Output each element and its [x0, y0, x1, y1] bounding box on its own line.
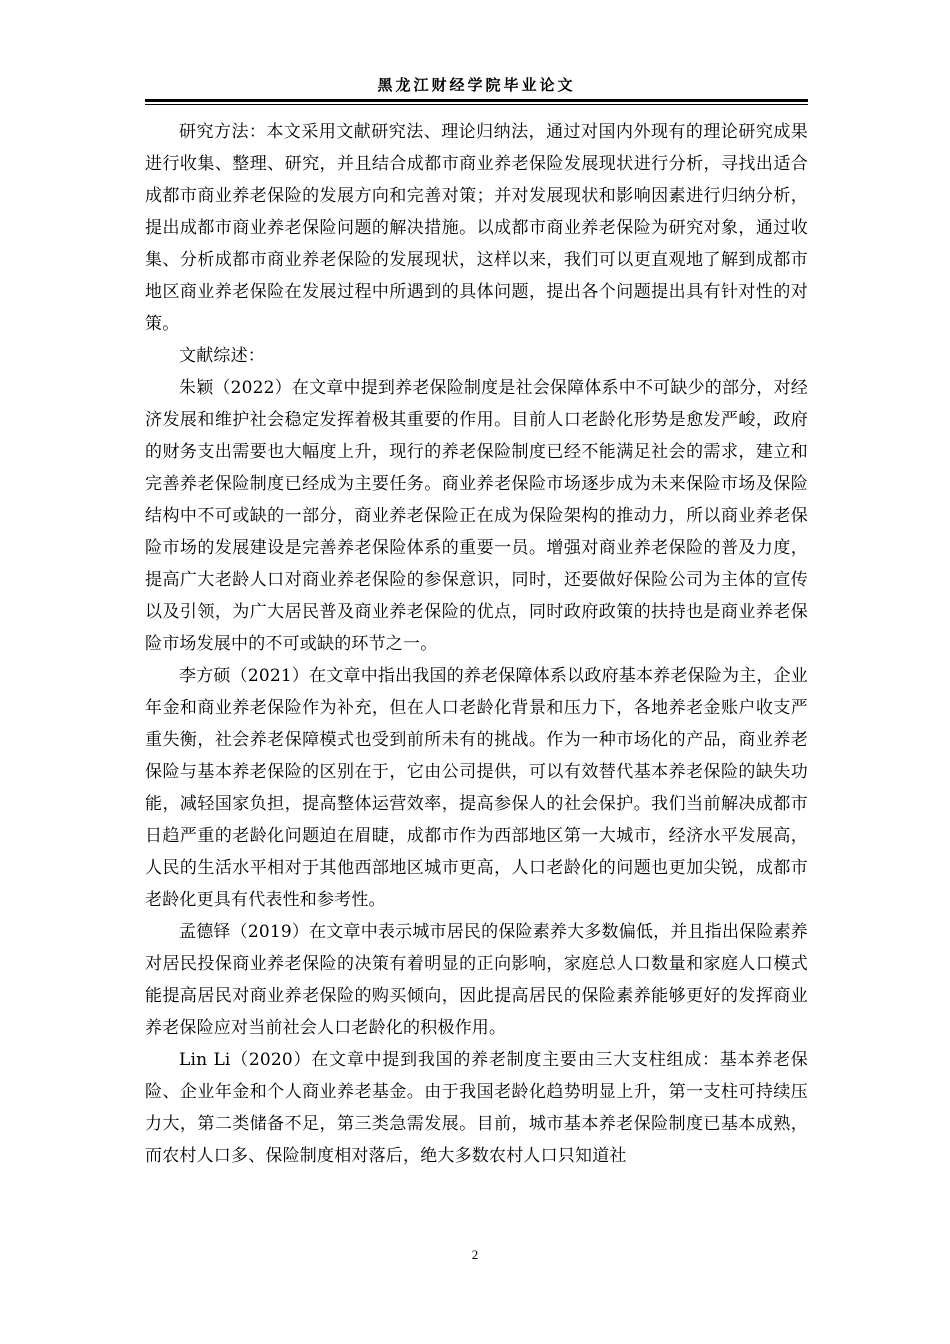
paragraph-research-method: 研究方法：本文采用文献研究法、理论归纳法，通过对国内外现有的理论研究成果进行收集、整理、研究，并且结合成都市商业养老保险发展现状进行分析，寻找出适合成都市商业养老保险的发展方向和完善对策；并对发展现状和影响因素进行归纳分析，提出成都市商业养老保险问题的解决措施。以成都市商业养老保险为研究对象，通过收集、分析成都市商业养老保险的发展现状，这样以来，我们可以更直观地了解到成都市地区商业养老保险在发展过程中所遇到的具体问题，提出各个问题提出具有针对性的对策。	[145, 122, 808, 334]
running-header: 黑龙江财经学院毕业论文	[377, 76, 576, 94]
body-text	[145, 116, 808, 1172]
page-number: 2	[471, 1247, 479, 1262]
paragraph-meng-deduo: 孟德铎（2019）在文章中表示城市居民的保险素养大多数偏低，并且指出保险素养对居民投保商业养老保险的决策有着明显的正向影响，家庭总人口数量和家庭人口模式能提高居民对商业养老保险的购买倾向，因此提高居民的保险素养能够更好的发挥商业养老保险应对当前社会人口老龄化的积极作用。	[145, 922, 808, 1038]
header-rule	[145, 99, 808, 102]
paragraph-literature-review-heading: 文献综述：	[179, 346, 265, 366]
paragraph-li-fangshuo: 李方硕（2021）在文章中指出我国的养老保障体系以政府基本养老保险为主，企业年金和商业养老保险作为补充，但在人口老龄化背景和压力下，各地养老金账户收支严重失衡，社会养老保障模式也受到前所未有的挑战。作为一种市场化的产品，商业养老保险与基本养老保险的区别在于，它由公司提供，可以有效替代基本养老保险的缺失功能，减轻国家负担，提高整体运营效率，提高参保人的社会保护。我们当前解决成都市日趋严重的老龄化问题迫在眉睫，成都市作为西部地区第一大城市，经济水平发展高，人民的生活水平相对于其他西部地区城市更高，人口老龄化的问题也更加尖锐，成都市老龄化更具有代表性和参考性。	[145, 666, 808, 910]
paragraph-lin-li: Lin Li（2020）在文章中提到我国的养老制度主要由三大支柱组成：基本养老保险、企业年金和个人商业养老基金。由于我国老龄化趋势明显上升，第一支柱可持续压力大，第二类储备不足，第三类急需发展。目前，城市基本养老保险制度已基本成熟，而农村人口多、保险制度相对落后，绝大多数农村人口只知道社	[145, 1050, 808, 1166]
paragraph-zhu-ying: 朱颖（2022）在文章中提到养老保险制度是社会保障体系中不可缺少的部分，对经济发展和维护社会稳定发挥着极其重要的作用。目前人口老龄化形势是愈发严峻，政府的财务支出需要也大幅度上升，现行的养老保险制度已经不能满足社会的需求，建立和完善养老保险制度已经成为主要任务。商业养老保险市场逐步成为未来保险市场及保险结构中不可或缺的一部分，商业养老保险正在成为保险架构的推动力，所以商业养老保险市场的发展建设是完善养老保险体系的重要一员。增强对商业养老保险的普及力度，提高广大老龄人口对商业养老保险的参保意识，同时，还要做好保险公司为主体的宣传以及引领，为广大居民普及商业养老保险的优点，同时政府政策的扶持也是商业养老保险市场发展中的不可或缺的环节之一。	[145, 378, 808, 654]
header-rule-thin	[145, 104, 808, 105]
